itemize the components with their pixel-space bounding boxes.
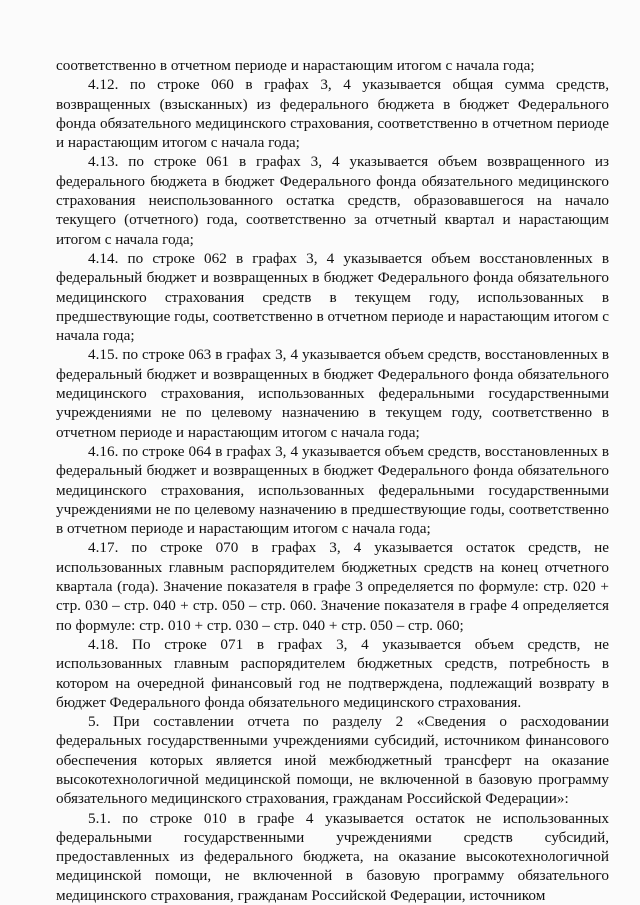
- document-body: [56, 56, 609, 905]
- paragraph-4-16: 4.16. по строке 064 в графах 3, 4 указывается объем средств, восстановленных в федеральный бюджет и возвращенных в бюджет Федерального фонда обязательного медицинского страхования, использованных федеральными государственными учреждениями не по целевому назначению в предшествующие годы, соответственно в отчетном периоде и нарастающим итогом с начала года;: [56, 442, 609, 538]
- paragraph-4-17: 4.17. по строке 070 в графах 3, 4 указывается остаток средств, не использованных главным распорядителем бюджетных средств на конец отчетного квартала (года). Значение показателя в графе 3 определяется по формуле: стр. 020 + стр. 030 – стр. 040 + стр. 050 – стр. 060. Значение показателя в графе 4 определяется по формуле: стр. 010 + стр. 030 – стр. 040 + стр. 050 – стр. 060;: [56, 539, 609, 634]
- paragraph-4-15: 4.15. по строке 063 в графах 3, 4 указывается объем средств, восстановленных в федеральный бюджет и возвращенных в бюджет Федерального фонда обязательного медицинского страхования, использованных федеральными государственными учреждениями не по целевому назначению в текущем году, соответственно в отчетном периоде и нарастающим итогом с начала года;: [56, 346, 609, 441]
- paragraph-4-14: 4.14. по строке 062 в графах 3, 4 указывается объем восстановленных в федеральный бюджет и возвращенных в бюджет Федерального фонда обязательного медицинского страхования средств в текущем году, использованных в предшествующие годы, соответственно в отчетном периоде и нарастающим итогом с начала года;: [56, 249, 609, 345]
- paragraph-5-1: 5.1. по строке 010 в графе 4 указывается остаток не использованных федеральными государственными учреждениями средств субсидий, предоставленных из федерального бюджета, на оказание высокотехнологичной медицинской помощи, не включенной в базовую программу обязательного медицинского страхования, гражданам Российской Федерации, источником: [56, 809, 609, 904]
- paragraph-4-12: 4.12. по строке 060 в графах 3, 4 указывается общая сумма средств, возвращенных (взысканных) из федерального бюджета в бюджет Федерального фонда обязательного медицинского страхования, соответственно в отчетном периоде и нарастающим итогом с начала года;: [56, 76, 609, 152]
- paragraph-4-18: 4.18. По строке 071 в графах 3, 4 указывается объем средств, не использованных главным распорядителем бюджетных средств, потребность в котором на очередной финансовый год не подтверждена, подлежащий возврату в бюджет Федерального фонда обязательного медицинского страхования.: [56, 635, 609, 711]
- paragraph-continuation: соответственно в отчетном периоде и нарастающим итогом с начала года;: [56, 57, 535, 74]
- paragraph-5: 5. При составлении отчета по разделу 2 «Сведения о расходовании федеральных государственными учреждениями субсидий, источником финансового обеспечения которых является иной межбюджетный трансферт на оказание высокотехнологичной медицинской помощи, не включенной в базовую программу обязательного медицинского страхования, гражданам Российской Федерации»:: [56, 713, 609, 808]
- paragraph-4-13: 4.13. по строке 061 в графах 3, 4 указывается объем возвращенного из федерального бюджета в бюджет Федерального фонда обязательного медицинского страхования неиспользованного остатка средств, образовавшегося на начало текущего (отчетного) года, соответственно за отчетный квартал и нарастающим итогом с начала года;: [56, 153, 609, 248]
